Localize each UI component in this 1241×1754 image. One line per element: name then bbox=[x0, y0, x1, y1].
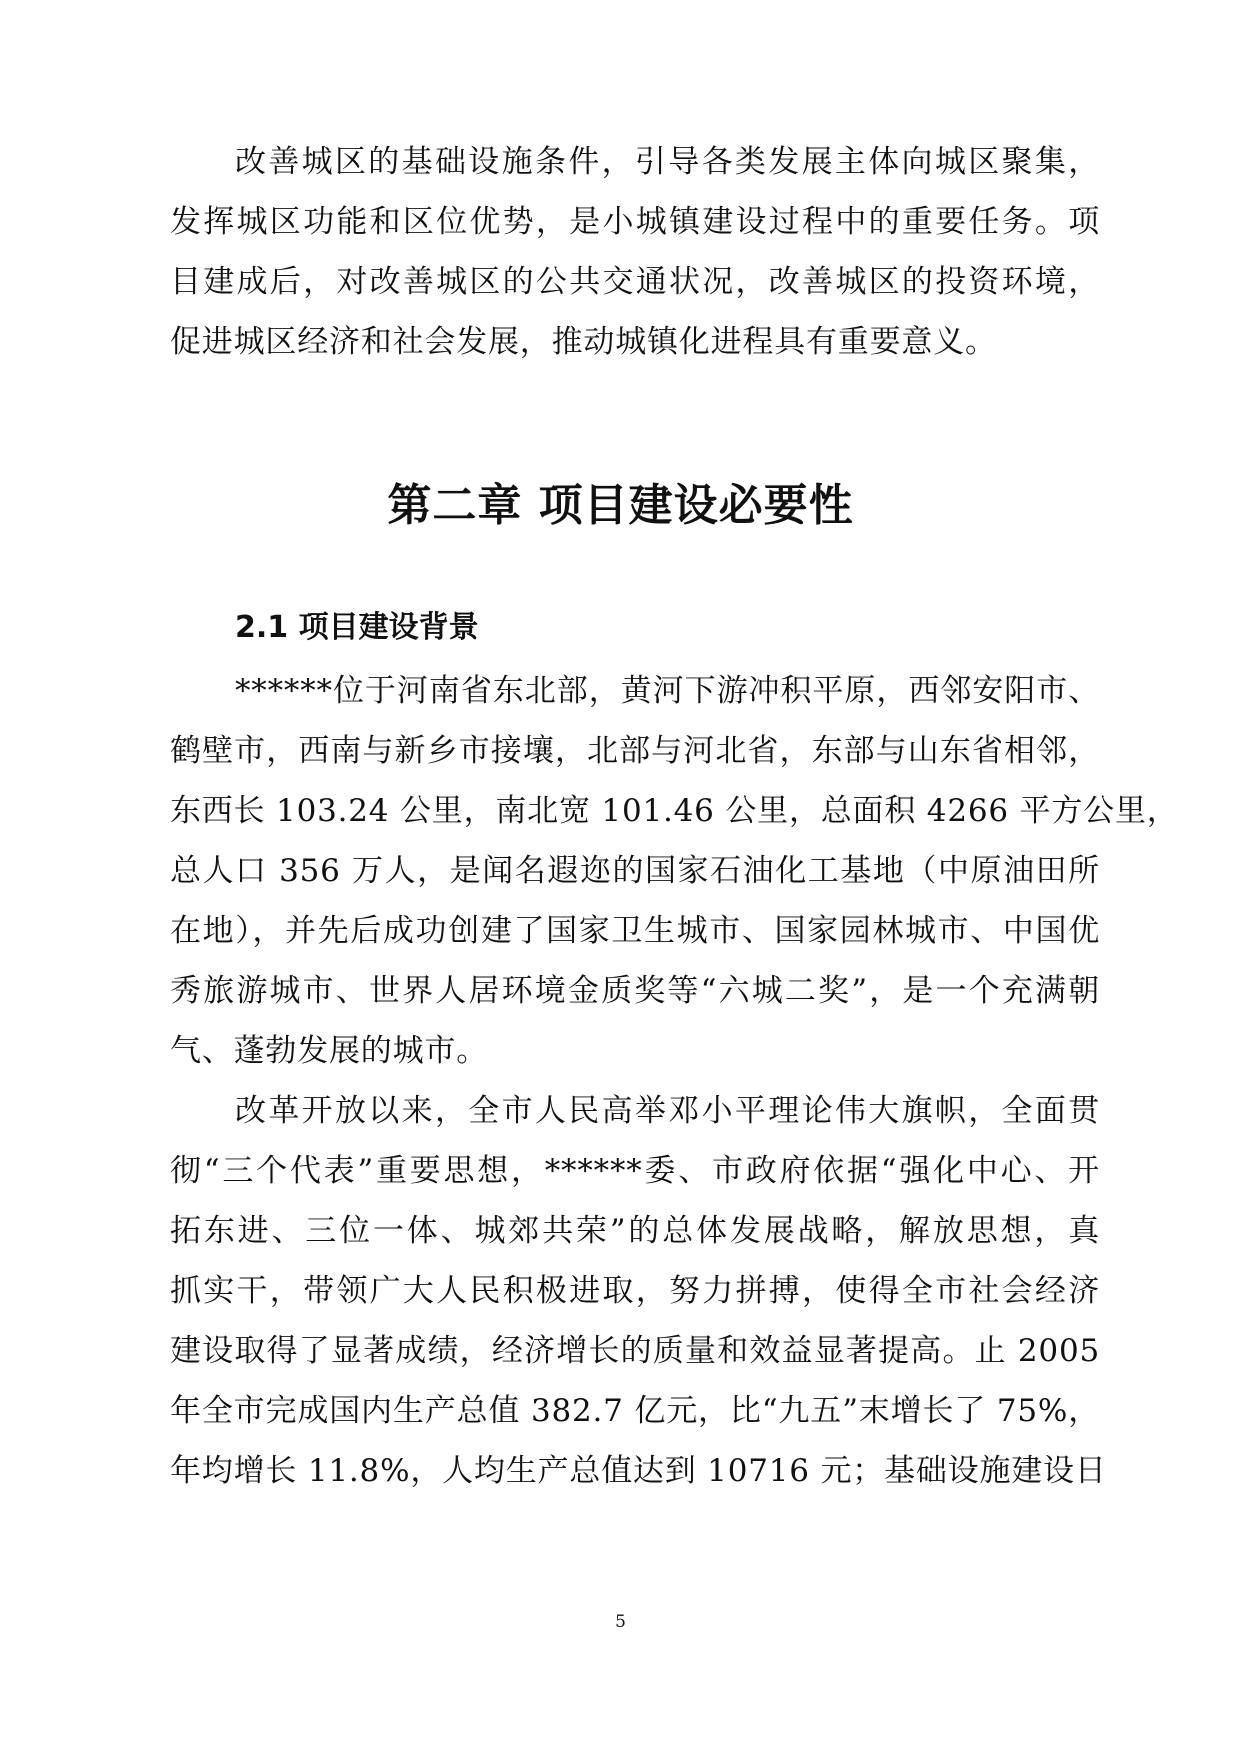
text-line: 总人口 356 万人，是闻名遐迩的国家石油化工基地（中原油田所 bbox=[170, 853, 1100, 889]
text-line: 气、蓬勃发展的城市。 bbox=[170, 1033, 488, 1069]
text-line: 发挥城区功能和区位优势，是小城镇建设过程中的重要任务。项 bbox=[170, 204, 1100, 240]
text-line: 建设取得了显著成绩，经济增长的质量和效益显著提高。止 2005 bbox=[170, 1333, 1100, 1369]
section-heading: 2.1 项目建设背景 bbox=[235, 610, 479, 645]
text-line: 在地），并先后成功创建了国家卫生城市、国家园林城市、中国优 bbox=[170, 913, 1100, 949]
text-line: 年均增长 11.8%，人均生产总值达到 10716 元；基础设施建设日 bbox=[170, 1453, 1107, 1489]
text-line: ******位于河南省东北部，黄河下游冲积平原，西邻安阳市、 bbox=[235, 673, 1100, 709]
text-line: 彻“三个代表”重要思想，******委、市政府依据“强化中心、开 bbox=[170, 1153, 1100, 1189]
text-line: 改革开放以来，全市人民高举邓小平理论伟大旗帜，全面贯 bbox=[235, 1093, 1100, 1129]
chapter-title: 第二章 项目建设必要性 bbox=[387, 480, 854, 531]
text-line: 拓东进、三位一体、城郊共荣”的总体发展战略，解放思想，真 bbox=[170, 1213, 1100, 1249]
text-line: 抓实干，带领广大人民积极进取，努力拼搏，使得全市社会经济 bbox=[170, 1273, 1100, 1309]
text-line: 秀旅游城市、世界人居环境金质奖等“六城二奖”，是一个充满朝 bbox=[170, 973, 1100, 1009]
text-line: 年全市完成国内生产总值 382.7 亿元，比“九五”末增长了 75%， bbox=[170, 1393, 1100, 1429]
text-line: 目建成后，对改善城区的公共交通状况，改善城区的投资环境， bbox=[170, 264, 1100, 300]
page-number: 5 bbox=[615, 1612, 626, 1632]
text-line: 改善城区的基础设施条件，引导各类发展主体向城区聚集， bbox=[235, 144, 1100, 180]
text-line: 促进城区经济和社会发展，推动城镇化进程具有重要意义。 bbox=[170, 324, 997, 360]
text-line: 东西长 103.24 公里，南北宽 101.46 公里，总面积 4266 平方公里， bbox=[170, 793, 1179, 829]
text-line: 鹤壁市，西南与新乡市接壤，北部与河北省，东部与山东省相邻， bbox=[170, 733, 1100, 769]
